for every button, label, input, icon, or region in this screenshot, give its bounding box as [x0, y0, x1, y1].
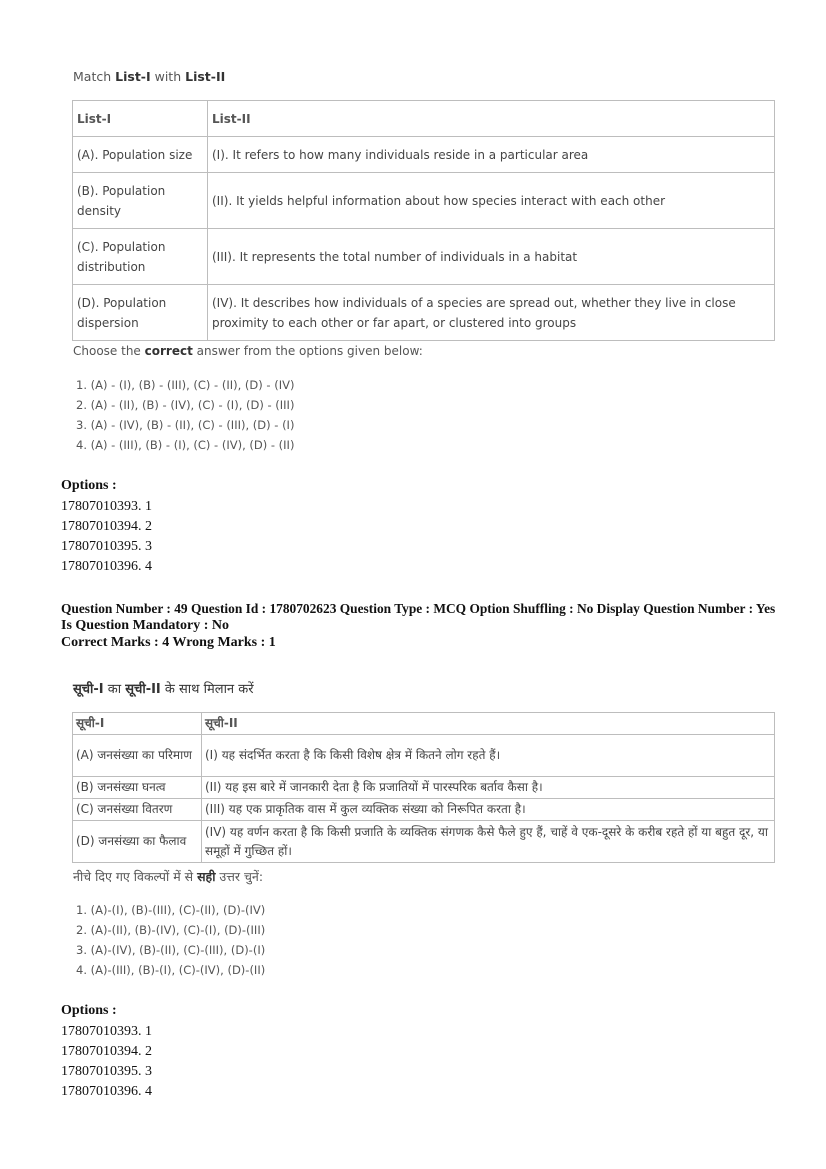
options-list — [61, 497, 152, 577]
option-item: 17807010393. 1 — [61, 499, 152, 514]
choose-text: Choose the — [73, 344, 145, 358]
table-cell: (III) यह एक प्राकृतिक वास में कुल व्यक्तिक संख्या को निरूपित करता है। — [202, 799, 775, 821]
table-header-cell: सूची-I — [73, 713, 202, 735]
table-cell: (A). Population size — [73, 137, 208, 173]
table-header-cell: सूची-II — [202, 713, 775, 735]
table-row — [73, 173, 775, 229]
option-item: 17807010394. 2 — [61, 1044, 152, 1059]
answer-choice: 2. (A)-(II), (B)-(IV), (C)-(I), (D)-(III) — [76, 923, 266, 937]
answer-choice: 3. (A)-(IV), (B)-(II), (C)-(III), (D)-(I) — [76, 943, 266, 957]
table-header-cell: List-II — [208, 101, 775, 137]
table-cell: (C) जनसंख्या वितरण — [73, 799, 202, 821]
answer-choice: 4. (A) - (III), (B) - (I), (C) - (IV), (D) - (II) — [76, 438, 295, 452]
table-row — [73, 285, 775, 341]
answer-choice: 1. (A)-(I), (B)-(III), (C)-(II), (D)-(IV) — [76, 903, 266, 917]
question-metadata — [61, 600, 781, 651]
table-row — [73, 799, 775, 821]
instruction-list2: सूची-II — [125, 682, 161, 697]
instruction-list1: सूची-I — [73, 682, 104, 697]
options-heading: Options : — [61, 478, 117, 493]
choose-bold: correct — [144, 344, 193, 358]
answer-choice: 3. (A) - (IV), (B) - (II), (C) - (III), (D) - (I) — [76, 418, 295, 432]
table-row — [73, 821, 775, 863]
option-item: 17807010395. 3 — [61, 539, 152, 554]
choose-bold: सही — [197, 869, 216, 884]
table-cell: (I). It refers to how many individuals reside in a particular area — [208, 137, 775, 173]
table-cell: (II) यह इस बारे में जानकारी देता है कि प्रजातियों में पारस्परिक बर्ताव कैसा है। — [202, 777, 775, 799]
match-table — [72, 100, 775, 341]
table-cell: (II). It yields helpful information about how species interact with each other — [208, 173, 775, 229]
choose-instruction — [73, 344, 423, 358]
answer-choices — [76, 375, 294, 455]
options-list — [61, 1022, 152, 1102]
instruction-list1: List-I — [115, 69, 151, 84]
instruction-text: का — [103, 682, 126, 697]
table-cell: (IV) यह वर्णन करता है कि किसी प्रजाति के व्यक्तिक संगणक कैसे फैले हुए हैं, चाहें वे एक-दूसरे के करीब रहते हों या बहुत दूर, या समूहों में गुच्छित हों। — [202, 821, 775, 863]
match-table-hindi — [72, 712, 775, 863]
option-item: 17807010396. 4 — [61, 1084, 152, 1099]
option-item: 17807010393. 1 — [61, 1024, 152, 1039]
choose-text: answer from the options given below: — [192, 344, 423, 358]
options-heading: Options : — [61, 1003, 117, 1018]
table-row — [73, 229, 775, 285]
instruction-list2: List-II — [185, 69, 226, 84]
answer-choice: 4. (A)-(III), (B)-(I), (C)-(IV), (D)-(II) — [76, 963, 266, 977]
option-item: 17807010394. 2 — [61, 519, 152, 534]
table-cell: (I) यह संदर्भित करता है कि किसी विशेष क्षेत्र में कितने लोग रहते हैं। — [202, 735, 775, 777]
metadata-line: Question Number : 49 Question Id : 1780702623 Question Type : MCQ Option Shuffling : No Display Question Number : Yes — [61, 601, 776, 616]
table-row — [73, 137, 775, 173]
choose-instruction-hindi — [73, 868, 263, 885]
table-header-cell: List-I — [73, 101, 208, 137]
table-cell: (B) जनसंख्या घनत्व — [73, 777, 202, 799]
table-header-row — [73, 101, 775, 137]
instruction-text: with — [150, 69, 186, 84]
choose-text: उत्तर चुनें: — [215, 869, 264, 884]
table-row — [73, 735, 775, 777]
table-header-row — [73, 713, 775, 735]
instruction-text: Match — [73, 69, 116, 84]
table-cell: (C). Population distribution — [73, 229, 208, 285]
option-item: 17807010396. 4 — [61, 559, 152, 574]
table-row — [73, 777, 775, 799]
table-cell: (B). Population density — [73, 173, 208, 229]
table-cell: (IV). It describes how individuals of a species are spread out, whether they live in close proximity to each other or far apart, or clustered into groups — [208, 285, 775, 341]
question-instruction-hindi — [73, 679, 254, 697]
metadata-line: Is Question Mandatory : No — [61, 618, 230, 633]
table-cell: (III). It represents the total number of individuals in a habitat — [208, 229, 775, 285]
answer-choices-hindi — [76, 900, 265, 980]
instruction-text: के साथ मिलान करें — [160, 682, 254, 697]
table-cell: (D). Population dispersion — [73, 285, 208, 341]
answer-choice: 2. (A) - (II), (B) - (IV), (C) - (I), (D) - (III) — [76, 398, 295, 412]
question-instruction — [73, 69, 225, 84]
table-cell: (D) जनसंख्या का फैलाव — [73, 821, 202, 863]
table-cell: (A) जनसंख्या का परिमाण — [73, 735, 202, 777]
choose-text: नीचे दिए गए विकल्पों में से — [73, 869, 198, 884]
answer-choice: 1. (A) - (I), (B) - (III), (C) - (II), (D) - (IV) — [76, 378, 295, 392]
metadata-line: Correct Marks : 4 Wrong Marks : 1 — [61, 635, 276, 650]
option-item: 17807010395. 3 — [61, 1064, 152, 1079]
